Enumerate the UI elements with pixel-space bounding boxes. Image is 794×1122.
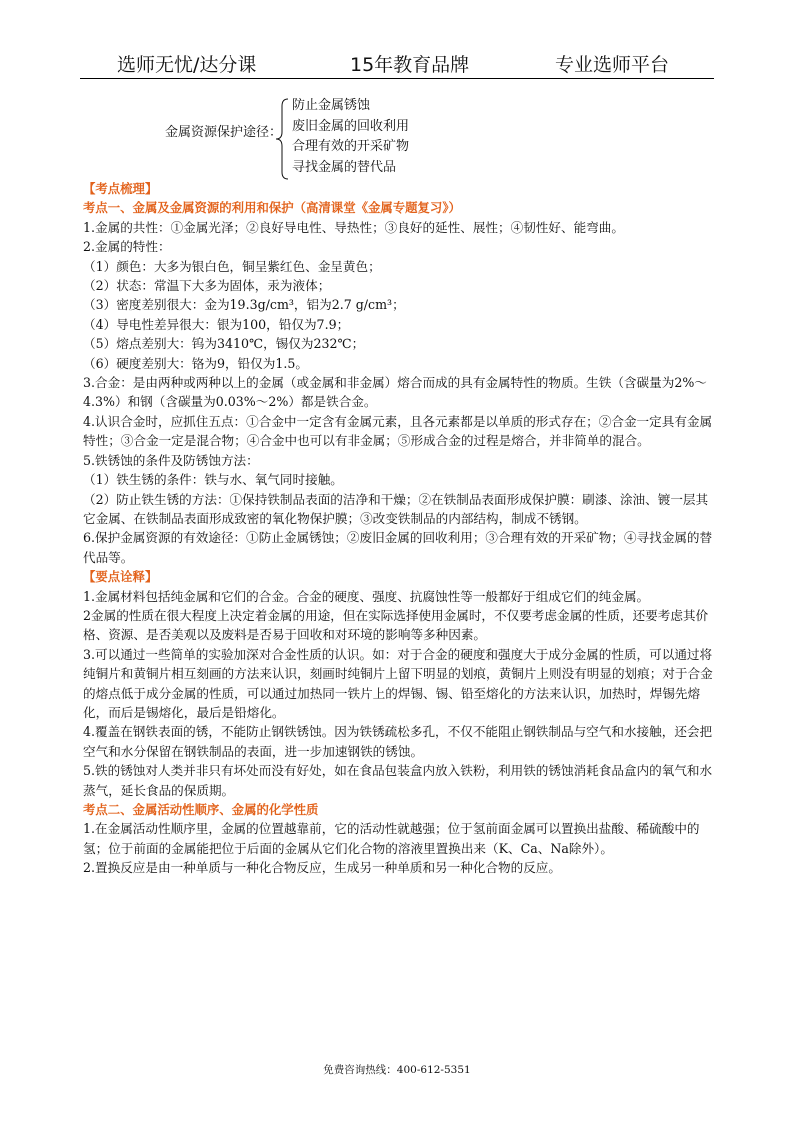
paragraph: （6）硬度差别大：铬为9，铅仅为1.5。 [83, 355, 308, 371]
document-body [83, 179, 715, 878]
paragraph: （1）铁生锈的条件：铁与水、氧气同时接触。 [83, 472, 343, 488]
left-brace-icon [275, 98, 291, 180]
paragraph: 2.置换反应是由一种单质与一种化合物反应，生成另一种单质和另一种化合物的反应。 [83, 860, 561, 876]
page-header [80, 44, 714, 79]
protection-option: 防止金属锈蚀 [292, 98, 371, 113]
paragraph: （2）防止铁生锈的方法：①保持铁制品表面的洁净和干燥；②在铁制品表面形成保护膜：刷漆、涂油、镀一层其它金属、在铁制品表面形成致密的氧化物保护膜；③改变铁制品的内部结构，制成不锈钢。 [83, 491, 709, 526]
footer-hotline: 免费咨询热线：400-612-5351 [323, 1064, 471, 1076]
protection-label: 金属资源保护途径： [165, 125, 283, 140]
paragraph: 2.金属的特性： [83, 239, 171, 255]
paragraph: （2）状态：常温下大多为固体，汞为液体； [83, 278, 331, 294]
header-brand: 选师无忧/达分课 [117, 54, 257, 76]
header-slogan: 15年教育品牌 [350, 54, 470, 76]
paragraph: 4.认识合金时，应抓住五点：①合金中一定含有金属元素，且各元素都是以单质的形式存在；②合金一定具有金属特性；③合金一定是混合物；④合金中也可以有非金属；⑤形成合金的过程是熔合，并非简单的混合。 [83, 413, 713, 449]
paragraph: （4）导电性差异很大：银为100，铅仅为7.9； [83, 316, 350, 332]
protection-option: 废旧金属的回收利用 [292, 118, 410, 134]
section-tag-yaodian: 【要点诠释】 [83, 569, 158, 585]
paragraph: 1.金属的共性：①金属光泽；②良好导电性、导热性；③良好的延性、展性；④韧性好、能弯曲。 [83, 219, 624, 235]
paragraph: （5）熔点差别大：钨为3410℃，锡仅为232℃； [83, 336, 365, 352]
paragraph: （1）颜色：大多为银白色，铜呈紫红色、金呈黄色； [83, 258, 381, 274]
paragraph: 3.合金：是由两种或两种以上的金属（或金属和非金属）熔合而成的具有金属特性的物质。生铁（含碳量为2%～4.3%）和钢（含碳量为0.03%～2%）都是铁合金。 [83, 375, 707, 410]
paragraph: 2金属的性质在很大程度上决定着金属的用途，但在实际选择使用金属时，不仅要考虑金属的性质，还要考虑其价格、资源、是否美观以及废料是否易于回收和对环境的影响等多种因素。 [83, 607, 709, 643]
paragraph: （3）密度差别很大：金为19.3g/cm³，铝为2.7 g/cm³； [83, 297, 405, 313]
paragraph: 5.铁的锈蚀对人类并非只有坏处而没有好处，如在食品包装盒内放入铁粉，利用铁的锈蚀消耗食品盒内的氧气和水蒸气，延长食品的保质期。 [83, 763, 713, 798]
protection-options [292, 96, 409, 178]
header-platform: 专业选师平台 [555, 54, 670, 76]
paragraph: 3.可以通过一些简单的实验加深对合金性质的认识。如：对于合金的硬度和强度大于成分金属的性质，可以通过将纯铜片和黄铜片相互刻画的方法来认识，刻画时纯铜片上留下明显的划痕，黄铜片上则没有明显的划痕；对于合金的熔点低于成分金属的性质，可以通过加热同一铁片上的焊锡、锡、铅至熔化的方法来认识，加热时，焊锡先熔化，而后是锡熔化，最后是铅熔化。 [83, 646, 713, 720]
paragraph: 1.在金属活动性顺序里，金属的位置越靠前，它的活动性就越强；位于氢前面金属可以置换出盐酸、稀硫酸中的氢；位于前面的金属能把位于后面的金属从它们化合物的溶液里置换出来（K、Ca、Na除外）。 [83, 821, 700, 856]
paragraph: 1.金属材料包括纯金属和它们的合金。合金的硬度、强度、抗腐蚀性等一般都好于组成它们的纯金属。 [83, 588, 650, 604]
protection-brace-list [165, 96, 465, 180]
topic-heading-2: 考点二、金属活动性顺序、金属的化学性质 [83, 802, 319, 817]
paragraph: 4.覆盖在钢铁表面的锈，不能防止钢铁锈蚀。因为铁锈疏松多孔，不仅不能阻止钢铁制品与空气和水接触，还会把空气和水分保留在钢铁制品的表面，进一步加速钢铁的锈蚀。 [83, 724, 713, 759]
topic-heading-1: 考点一、金属及金属资源的利用和保护（高清课堂《金属专题复习》） [83, 200, 461, 216]
paragraph: 5.铁锈蚀的条件及防锈蚀方法： [83, 452, 259, 468]
section-tag-kaodian: 【考点梳理】 [83, 181, 158, 196]
paragraph: 6.保护金属资源的有效途径：①防止金属锈蚀；②废旧金属的回收利用；③合理有效的开采矿物；④寻找金属的替代品等。 [83, 530, 713, 565]
protection-option: 合理有效的开采矿物 [292, 139, 410, 154]
protection-option: 寻找金属的替代品 [292, 159, 397, 175]
